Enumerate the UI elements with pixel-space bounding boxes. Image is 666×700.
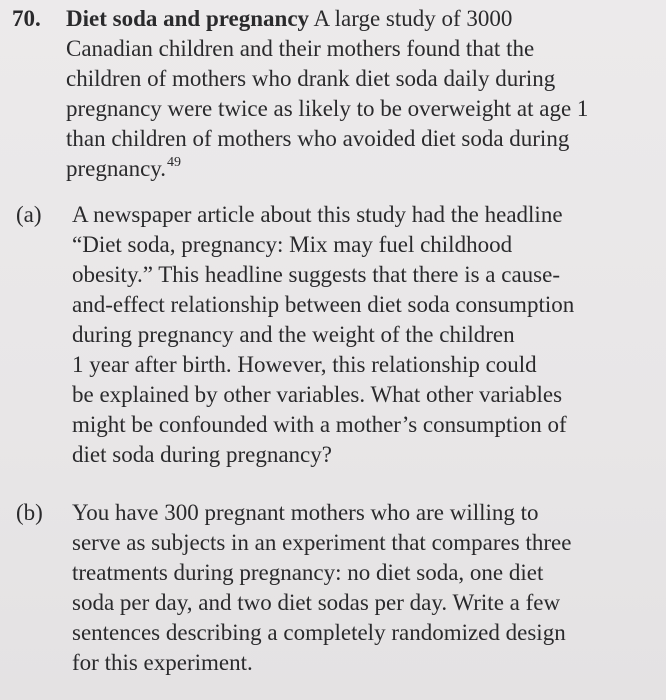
part-b-line: treatments during pregnancy: no diet soda, one diet [72, 560, 544, 585]
part-a-text [72, 200, 650, 470]
part-b-label: (b) [16, 500, 43, 525]
stem-line [66, 154, 652, 184]
part-b-line: soda per day, and two diet sodas per day. Write a few [72, 590, 561, 615]
part-b-line: sentences describing a completely randomized design [72, 620, 566, 645]
part-b-text [72, 498, 650, 678]
stem-line: than children of mothers who avoided diet soda during [66, 126, 570, 151]
stem-line: Canadian children and their mothers found that the [66, 36, 535, 61]
part-a-line: and-effect relationship between diet soda consumption [72, 292, 575, 317]
part-a-line: diet soda during pregnancy? [72, 442, 332, 467]
stem-line: children of mothers who drank diet soda daily during [66, 66, 556, 91]
stem-line: pregnancy were twice as likely to be overweight at age 1 [66, 96, 589, 121]
part-a-line: be explained by other variables. What other variables [72, 382, 563, 407]
stem-line-text: pregnancy. [66, 156, 167, 181]
part-b-line: for this experiment. [72, 650, 253, 675]
reference-superscript: 49 [167, 155, 182, 170]
part-b-line: serve as subjects in an experiment that compares three [72, 530, 572, 555]
stem-line-text: A large study of 3000 [313, 6, 513, 31]
part-a-line: 1 year after birth. However, this relationship could [72, 352, 537, 377]
part-a-line: obesity.” This headline suggests that there is a cause- [72, 262, 560, 287]
exercise-stem [66, 4, 652, 184]
part-a-line: might be confounded with a mother’s consumption of [72, 412, 567, 437]
stem-line [66, 4, 652, 34]
part-a-line: during pregnancy and the weight of the children [72, 322, 515, 347]
part-a-line: “Diet soda, pregnancy: Mix may fuel childhood [72, 232, 513, 257]
part-a-line: A newspaper article about this study had the headline [72, 202, 563, 227]
part-a-label: (a) [16, 202, 42, 227]
exercise-title: Diet soda and pregnancy [66, 6, 310, 31]
part-b-line: You have 300 pregnant mothers who are willing to [72, 500, 539, 525]
exercise-number: 70. [12, 6, 41, 31]
